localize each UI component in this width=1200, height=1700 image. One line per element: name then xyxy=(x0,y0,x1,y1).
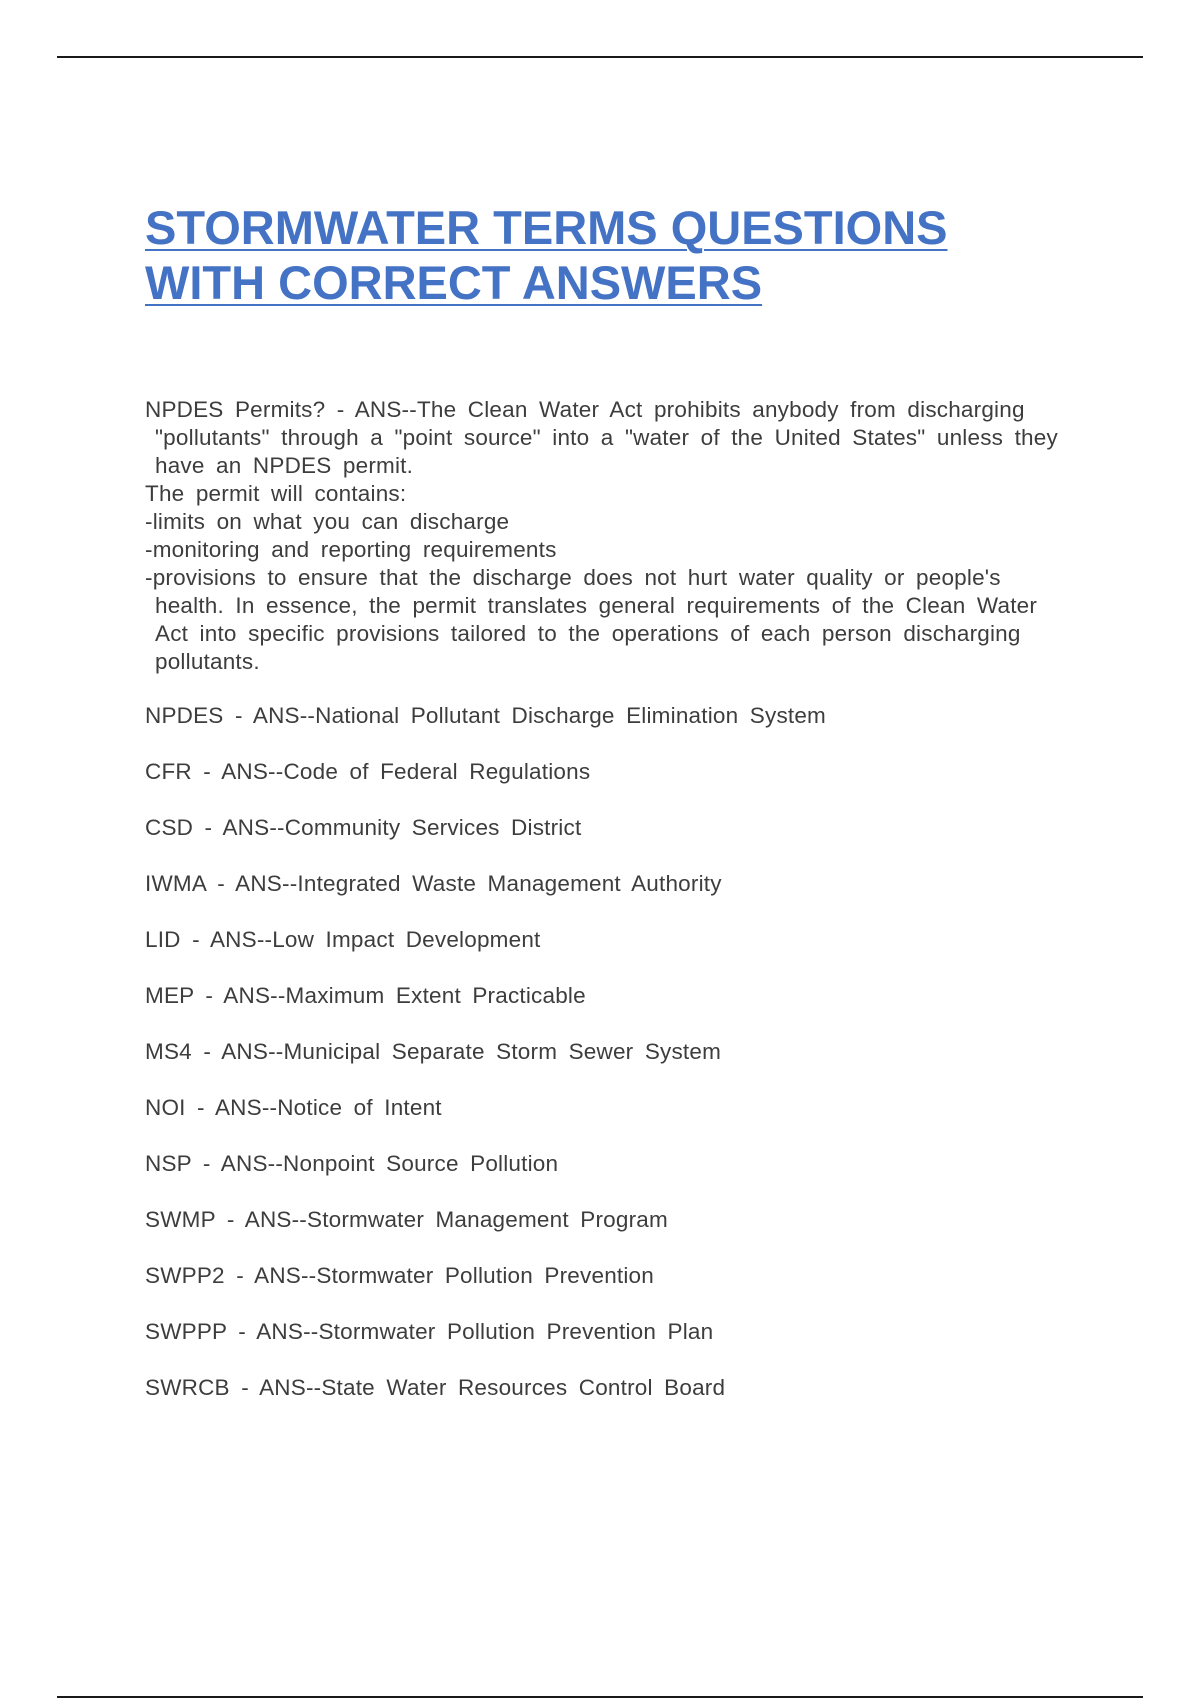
term-item: SWMP - ANS--Stormwater Management Program xyxy=(145,1207,668,1232)
intro-lead: The permit will contains: xyxy=(145,481,407,506)
intro-bullet: -monitoring and reporting requirements xyxy=(145,537,557,562)
term-item: NPDES - ANS--National Pollutant Discharge Elimination System xyxy=(145,703,826,728)
term-item: NOI - ANS--Notice of Intent xyxy=(145,1095,442,1120)
term-item: SWRCB - ANS--State Water Resources Control Board xyxy=(145,1375,726,1400)
header-rule xyxy=(57,56,1143,58)
document-body xyxy=(145,396,1075,1430)
intro-bullet: -provisions to ensure that the discharge does not hurt water quality or people's health. In essence, the permit translates general requirements of the Clean Water Act into specific provisions tailored to the operations of each person discharging pollutants. xyxy=(145,565,1038,674)
intro-bullet: -limits on what you can discharge xyxy=(145,509,510,534)
term-item: CSD - ANS--Community Services District xyxy=(145,815,582,840)
intro-block xyxy=(145,396,1075,676)
term-item: SWPP2 - ANS--Stormwater Pollution Prevention xyxy=(145,1263,654,1288)
footer-rule xyxy=(57,1696,1143,1698)
term-item: IWMA - ANS--Integrated Waste Management Authority xyxy=(145,871,722,896)
title-line-2: WITH CORRECT ANSWERS xyxy=(145,256,763,309)
intro-question: NPDES Permits? - ANS--The Clean Water Act prohibits anybody from discharging "pollutants" through a "point source" into a "water of the United States" unless they have an NPDES permit. xyxy=(145,397,1058,478)
title-line-1: STORMWATER TERMS QUESTIONS xyxy=(145,201,948,254)
terms-list xyxy=(145,702,1075,1430)
term-item: MS4 - ANS--Municipal Separate Storm Sewer System xyxy=(145,1039,722,1064)
document-title xyxy=(145,200,1105,310)
term-item: LID - ANS--Low Impact Development xyxy=(145,927,541,952)
term-item: MEP - ANS--Maximum Extent Practicable xyxy=(145,983,586,1008)
term-item: SWPPP - ANS--Stormwater Pollution Prevention Plan xyxy=(145,1319,714,1344)
term-item: CFR - ANS--Code of Federal Regulations xyxy=(145,759,591,784)
term-item: NSP - ANS--Nonpoint Source Pollution xyxy=(145,1151,559,1176)
